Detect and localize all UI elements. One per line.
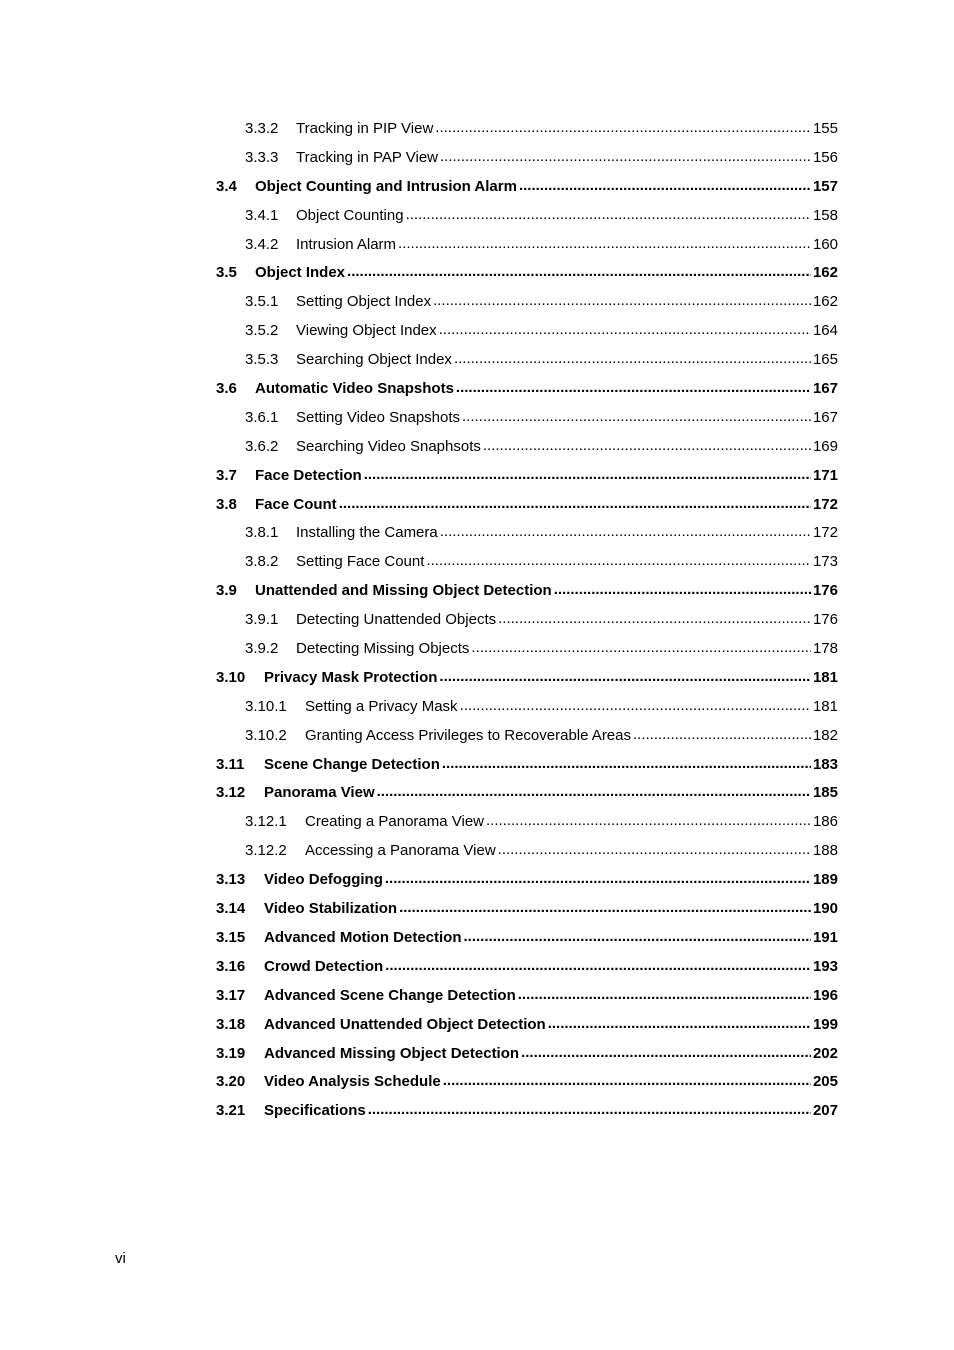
toc-entry-number: 3.12 [216, 784, 246, 802]
toc-section-entry[interactable] [216, 375, 838, 404]
toc-entry-title: Searching Object Index [296, 351, 452, 369]
toc-entry-number: 3.6 [216, 380, 237, 398]
toc-entry-number: 3.4 [216, 177, 237, 195]
toc-entry-number: 3.9.1 [245, 611, 279, 629]
toc-subsection-entry[interactable] [216, 317, 838, 346]
toc-entry-title: Object Index [255, 264, 346, 282]
toc-entry-title: Panorama View [264, 784, 375, 802]
toc-subsection-entry[interactable] [216, 288, 838, 317]
toc-entry-title: Intrusion Alarm [296, 235, 397, 253]
toc-entry-number: 3.19 [216, 1044, 246, 1062]
toc-entry-title: Granting Access Privileges to Recoverable Areas [305, 726, 631, 744]
toc-subsection-entry[interactable] [216, 635, 838, 664]
toc-entry-title: Video Defogging [264, 871, 383, 889]
toc-entry-number: 3.14 [216, 900, 246, 918]
dot-leader [554, 576, 811, 605]
dot-leader [399, 894, 811, 923]
toc-entry-title: Crowd Detection [264, 957, 384, 975]
dot-leader [439, 316, 811, 345]
toc-entry-page-number: 172 [812, 524, 838, 542]
toc-entry-number: 3.8 [216, 495, 237, 513]
toc-section-entry[interactable] [216, 1011, 838, 1040]
toc-entry-number: 3.6.2 [245, 437, 279, 455]
dot-leader [398, 230, 811, 259]
toc-entry-page-number: 176 [812, 611, 838, 629]
toc-entry-page-number: 189 [812, 871, 838, 889]
toc-entry-page-number: 162 [812, 293, 838, 311]
dot-leader [377, 778, 811, 807]
toc-entry-number: 3.18 [216, 1015, 246, 1033]
toc-entry-page-number: 160 [812, 235, 838, 253]
toc-entry-title: Face Count [255, 495, 337, 513]
toc-entry-number: 3.6.1 [245, 408, 279, 426]
toc-entry-number: 3.9 [216, 582, 237, 600]
toc-entry-page-number: 167 [812, 380, 838, 398]
toc-entry-page-number: 155 [812, 120, 838, 137]
dot-leader [454, 345, 811, 374]
dot-leader [633, 721, 811, 750]
dot-leader [460, 692, 811, 721]
dot-leader [443, 1067, 811, 1096]
dot-leader [426, 547, 811, 576]
toc-subsection-entry[interactable] [216, 115, 838, 144]
toc-entry-number: 3.17 [216, 986, 246, 1004]
dot-leader [486, 807, 811, 836]
toc-entry-title: Detecting Missing Objects [296, 640, 470, 658]
toc-section-entry[interactable] [216, 491, 838, 520]
toc-entry-number: 3.10.2 [245, 726, 287, 744]
toc-entry-number: 3.11 [216, 755, 245, 773]
toc-subsection-entry[interactable] [216, 202, 838, 231]
dot-leader [368, 1096, 811, 1125]
toc-entry-number: 3.3.2 [245, 120, 279, 137]
toc-section-entry[interactable] [216, 982, 838, 1011]
toc-entry-title: Video Stabilization [264, 900, 398, 918]
dot-leader [462, 403, 811, 432]
toc-entry-page-number: 176 [812, 582, 838, 600]
page-number: vi [115, 1250, 126, 1267]
toc-entry-title: Advanced Unattended Object Detection [264, 1015, 546, 1033]
dot-leader [519, 172, 811, 201]
toc-entry-page-number: 173 [812, 553, 838, 571]
toc-entry-number: 3.15 [216, 928, 246, 946]
dot-leader [442, 750, 811, 779]
toc-entry-number: 3.12.1 [245, 813, 287, 831]
toc-entry-number: 3.3.3 [245, 148, 279, 166]
dot-leader [433, 287, 811, 316]
toc-entry-number: 3.5.1 [245, 293, 279, 311]
dot-leader [385, 865, 811, 894]
toc-subsection-entry[interactable] [216, 722, 838, 751]
toc-entry-title: Searching Video Snaphsots [296, 437, 481, 455]
toc-entry-page-number: 207 [812, 1102, 838, 1120]
toc-entry-title: Advanced Missing Object Detection [264, 1044, 520, 1062]
dot-leader [385, 952, 811, 981]
toc-entry-number: 3.4.2 [245, 235, 279, 253]
dot-leader [440, 143, 811, 172]
toc-entry-page-number: 199 [812, 1015, 838, 1033]
toc-entry-number: 3.7 [216, 466, 237, 484]
toc-entry-page-number: 182 [812, 726, 838, 744]
toc-entry-title: Setting Object Index [296, 293, 432, 311]
dot-leader [406, 201, 811, 230]
dot-leader [464, 923, 811, 952]
toc-section-entry[interactable] [216, 1068, 838, 1097]
toc-section-entry[interactable] [216, 173, 838, 202]
dot-leader [498, 605, 811, 634]
toc-entry-title: Unattended and Missing Object Detection [255, 582, 552, 600]
table-of-contents [216, 115, 838, 1126]
toc-section-entry[interactable] [216, 924, 838, 953]
toc-entry-title: Video Analysis Schedule [264, 1073, 441, 1091]
toc-entry-title: Privacy Mask Protection [264, 668, 438, 686]
toc-entry-page-number: 186 [812, 813, 838, 831]
toc-section-entry[interactable] [216, 953, 838, 982]
toc-entry-page-number: 178 [812, 640, 838, 658]
dot-leader [435, 114, 811, 143]
toc-subsection-entry[interactable] [216, 606, 838, 635]
toc-subsection-entry[interactable] [216, 404, 838, 433]
toc-entry-number: 3.5.3 [245, 351, 279, 369]
toc-entry-page-number: 202 [812, 1044, 838, 1062]
toc-section-entry[interactable] [216, 462, 838, 491]
toc-entry-page-number: 188 [812, 842, 838, 860]
toc-entry-number: 3.9.2 [245, 640, 279, 658]
toc-subsection-entry[interactable] [216, 693, 838, 722]
dot-leader [548, 1010, 811, 1039]
toc-entry-page-number: 164 [812, 322, 838, 340]
toc-entry-number: 3.10 [216, 668, 246, 686]
toc-entry-number: 3.5.2 [245, 322, 279, 340]
toc-entry-page-number: 181 [812, 697, 838, 715]
toc-entry-number: 3.21 [216, 1102, 246, 1120]
toc-entry-title: Object Counting and Intrusion Alarm [255, 177, 517, 195]
toc-entry-title: Automatic Video Snapshots [255, 380, 454, 398]
toc-entry-number: 3.4.1 [245, 206, 279, 224]
dot-leader [498, 836, 811, 865]
toc-entry-number: 3.8.2 [245, 553, 279, 571]
toc-entry-page-number: 193 [812, 957, 838, 975]
toc-subsection-entry[interactable] [216, 144, 838, 173]
toc-entry-number: 3.12.2 [245, 842, 287, 860]
toc-section-entry[interactable] [216, 866, 838, 895]
toc-section-entry[interactable] [216, 1097, 838, 1126]
toc-entry-number: 3.20 [216, 1073, 246, 1091]
toc-section-entry[interactable] [216, 779, 838, 808]
dot-leader [347, 258, 811, 287]
toc-section-entry[interactable] [216, 1040, 838, 1069]
dot-leader [483, 432, 811, 461]
toc-subsection-entry[interactable] [216, 433, 838, 462]
toc-section-entry[interactable] [216, 577, 838, 606]
toc-entry-title: Setting Face Count [296, 553, 425, 571]
toc-entry-number: 3.10.1 [245, 697, 287, 715]
toc-section-entry[interactable] [216, 259, 838, 288]
toc-entry-number: 3.13 [216, 871, 246, 889]
toc-entry-page-number: 169 [812, 437, 838, 455]
toc-entry-title: Face Detection [255, 466, 362, 484]
toc-entry-number: 3.5 [216, 264, 237, 282]
dot-leader [471, 634, 811, 663]
toc-entry-page-number: 165 [812, 351, 838, 369]
toc-entry-page-number: 171 [812, 466, 838, 484]
toc-subsection-entry[interactable] [216, 346, 838, 375]
toc-entry-title: Setting Video Snapshots [296, 408, 461, 426]
dot-leader [521, 1039, 811, 1068]
toc-entry-title: Detecting Unattended Objects [296, 611, 497, 629]
dot-leader [518, 981, 811, 1010]
toc-subsection-entry[interactable] [216, 548, 838, 577]
toc-entry-page-number: 162 [812, 264, 838, 282]
toc-entry-page-number: 191 [812, 928, 838, 946]
toc-entry-number: 3.8.1 [245, 524, 279, 542]
toc-entry-title: Setting a Privacy Mask [305, 697, 458, 715]
toc-section-entry[interactable] [216, 751, 838, 780]
toc-entry-page-number: 183 [812, 755, 838, 773]
toc-entry-title: Advanced Motion Detection [264, 928, 462, 946]
toc-entry-page-number: 190 [812, 900, 838, 918]
toc-entry-page-number: 196 [812, 986, 838, 1004]
toc-entry-page-number: 185 [812, 784, 838, 802]
toc-entry-title: Viewing Object Index [296, 322, 437, 340]
dot-leader [456, 374, 811, 403]
toc-subsection-entry[interactable] [216, 519, 838, 548]
toc-entry-page-number: 205 [812, 1073, 838, 1091]
toc-entry-title: Specifications [264, 1102, 366, 1120]
dot-leader [339, 490, 811, 519]
toc-entry-title: Accessing a Panorama View [305, 842, 496, 860]
toc-subsection-entry[interactable] [216, 808, 838, 837]
toc-entry-title: Tracking in PIP View [296, 120, 434, 137]
toc-section-entry[interactable] [216, 895, 838, 924]
toc-entry-title: Scene Change Detection [264, 755, 440, 773]
toc-entry-title: Advanced Scene Change Detection [264, 986, 516, 1004]
toc-entry-title: Creating a Panorama View [305, 813, 484, 831]
toc-entry-page-number: 158 [812, 206, 838, 224]
toc-entry-title: Tracking in PAP View [296, 148, 439, 166]
dot-leader [439, 663, 811, 692]
toc-entry-page-number: 157 [812, 177, 838, 195]
toc-entry-page-number: 156 [812, 148, 838, 166]
toc-entry-page-number: 181 [812, 668, 838, 686]
toc-entry-number: 3.16 [216, 957, 246, 975]
dot-leader [364, 461, 811, 490]
toc-section-entry[interactable] [216, 664, 838, 693]
toc-subsection-entry[interactable] [216, 231, 838, 260]
toc-subsection-entry[interactable] [216, 837, 838, 866]
toc-entry-title: Object Counting [296, 206, 404, 224]
toc-entry-page-number: 172 [812, 495, 838, 513]
toc-entry-title: Installing the Camera [296, 524, 438, 542]
toc-entry-page-number: 167 [812, 408, 838, 426]
dot-leader [440, 518, 811, 547]
